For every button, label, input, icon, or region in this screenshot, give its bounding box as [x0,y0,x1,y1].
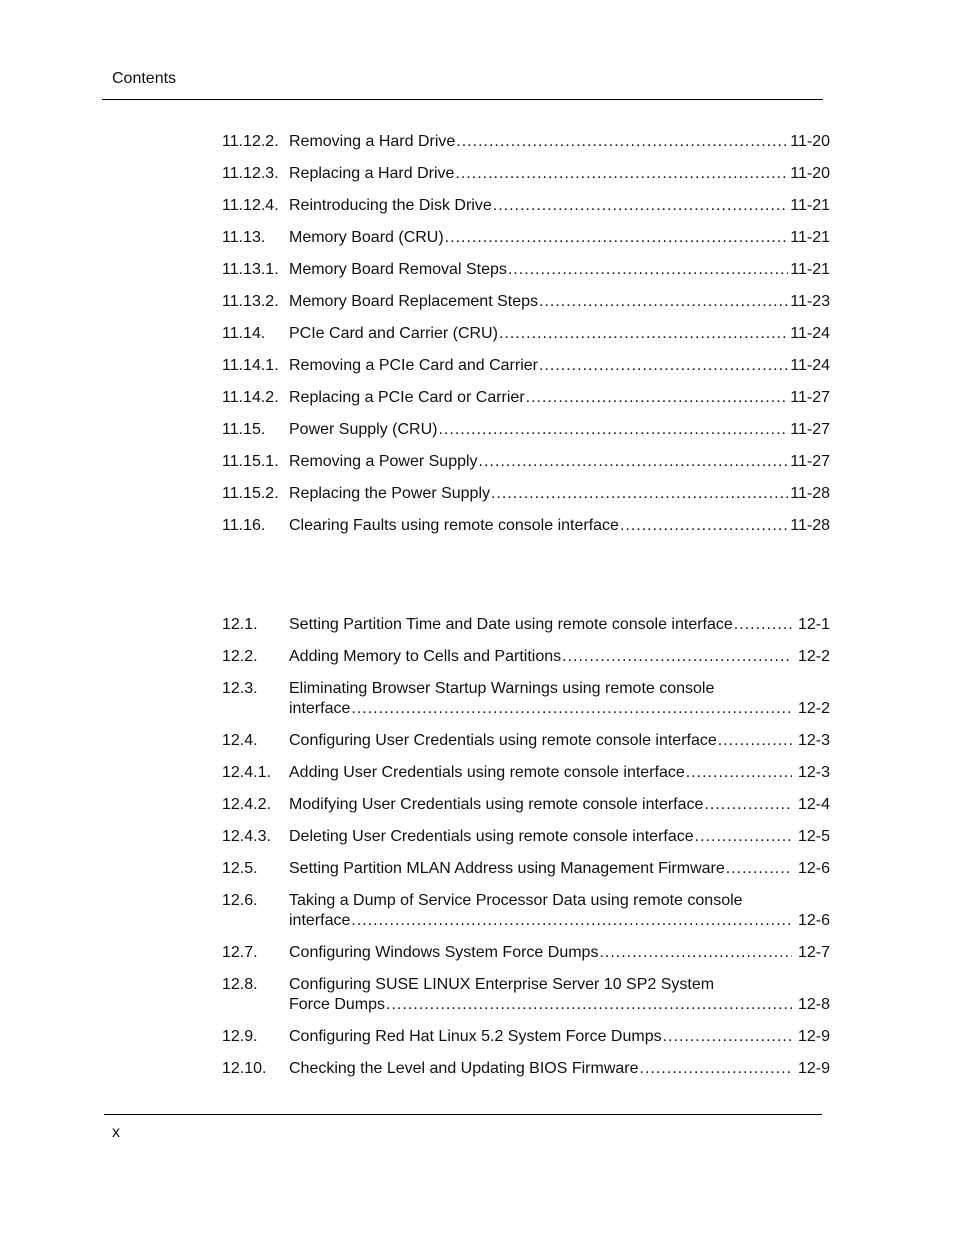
toc-entry-number: 12.4.2. [222,796,271,813]
toc-entry-number: 12.4.1. [222,764,271,781]
toc-entry-title: Configuring User Credentials using remote console interface [289,732,717,749]
toc-entry-page: 11-24 [790,357,830,374]
dot-leader [445,228,789,248]
toc-entry-number: 12.2. [222,648,258,665]
toc-entry-line [289,420,830,440]
toc-entry[interactable] [222,164,830,184]
toc-entry-line [289,324,830,344]
toc-entry-title: Force Dumps [289,996,386,1013]
toc-entry-title: Memory Board Removal Steps [289,261,507,278]
toc-entry-number: 11.13.1. [222,261,279,278]
toc-entry[interactable] [222,196,830,216]
toc-entry[interactable] [222,1059,830,1079]
toc-entry-line [289,795,830,815]
toc-entry-number: 11.16. [222,517,266,534]
toc-entry-number: 12.4. [222,732,258,749]
toc-entry-title: Adding Memory to Cells and Partitions [289,648,562,665]
toc-entry-line [289,615,830,635]
toc-entry-title: Replacing a PCIe Card or Carrier [289,389,525,406]
toc-entry-page: 12-3 [797,732,830,749]
toc-entry[interactable] [222,1027,830,1047]
dot-leader [456,132,788,152]
toc-entry-page: 11-27 [790,389,830,406]
toc-entry[interactable] [222,228,830,248]
toc-entry-page: 11-24 [790,325,830,342]
toc-entry[interactable] [222,484,830,504]
toc-entry-line [289,260,830,280]
toc-entry-page: 11-23 [790,293,830,310]
toc-entry[interactable] [222,324,830,344]
toc-entry-line [289,943,830,963]
toc-entry-page: 11-28 [790,485,830,502]
page-number: x [112,1124,120,1141]
toc-entry-number: 11.14.1. [222,357,279,374]
toc-entry-number: 12.1. [222,616,258,633]
toc-entry[interactable] [222,975,830,1015]
dot-leader [493,196,789,216]
toc-entry-title: Checking the Level and Updating BIOS Firmware [289,1060,639,1077]
toc-entry-page: 12-1 [797,616,830,633]
toc-entry-page: 12-6 [797,860,830,877]
toc-entry[interactable] [222,647,830,667]
dot-leader [479,452,789,472]
toc-entry-number: 11.12.2. [222,133,279,150]
toc-entry-line [289,164,830,184]
toc-entry-title: PCIe Card and Carrier (CRU) [289,325,498,342]
toc-entry-number: 12.7. [222,944,258,961]
toc-entry-page: 12-7 [797,944,830,961]
toc-entry-number: 12.6. [222,892,258,909]
toc-entry-number: 11.15.2. [222,485,279,502]
header-divider [102,99,823,100]
toc-entry-line [289,388,830,408]
toc-entry-title: Setting Partition MLAN Address using Management Firmware [289,860,725,877]
toc-entry[interactable] [222,260,830,280]
toc-entry-line [289,995,830,1015]
toc-entry-line [289,356,830,376]
toc-entry-title-first-line: Configuring SUSE LINUX Enterprise Server 10 SP2 System [289,976,715,993]
toc-entry-line [289,859,830,879]
dot-leader [455,164,788,184]
toc-entry[interactable] [222,388,830,408]
toc-entry-page: 12-4 [797,796,830,813]
dot-leader [726,859,792,879]
toc-entry-number: 12.8. [222,976,258,993]
dot-leader [351,911,792,931]
dot-leader [539,356,788,376]
toc-entry[interactable] [222,292,830,312]
dot-leader [539,292,788,312]
toc-entry-page: 12-3 [797,764,830,781]
toc-entry-title: Reintroducing the Disk Drive [289,197,492,214]
toc-entry[interactable] [222,795,830,815]
toc-entry-page: 11-27 [790,421,830,438]
toc-entry-line [289,647,830,667]
dot-leader [351,699,792,719]
dot-leader [704,795,792,815]
toc-entry-title: Configuring Windows System Force Dumps [289,944,599,961]
toc-entry[interactable] [222,763,830,783]
toc-entry-page: 12-8 [797,996,830,1013]
toc-entry-page: 11-21 [790,197,830,214]
toc-entry-page: 12-5 [797,828,830,845]
toc-section-12 [222,615,830,1091]
footer-divider [104,1114,822,1115]
toc-entry-line [289,484,830,504]
toc-entry-number: 12.9. [222,1028,258,1045]
toc-entry-line [289,196,830,216]
toc-entry-number: 12.5. [222,860,258,877]
dot-leader [438,420,788,440]
toc-entry-line [289,731,830,751]
toc-entry[interactable] [222,827,830,847]
dot-leader [562,647,792,667]
dot-leader [695,827,792,847]
toc-entry-title: Deleting User Credentials using remote console interface [289,828,694,845]
toc-entry[interactable] [222,356,830,376]
dot-leader [599,943,792,963]
toc-entry-page: 12-2 [797,700,830,717]
toc-entry[interactable] [222,452,830,472]
dot-leader [386,995,792,1015]
toc-section-11 [222,132,830,548]
toc-entry-page: 11-21 [790,261,830,278]
toc-entry-title: Memory Board (CRU) [289,229,444,246]
toc-entry-number: 11.15. [222,421,266,438]
toc-entry-page: 11-27 [790,453,830,470]
toc-entry[interactable] [222,891,830,931]
page-header-title: Contents [112,70,177,87]
toc-entry[interactable] [222,943,830,963]
toc-entry-title: Modifying User Credentials using remote console interface [289,796,704,813]
dot-leader [526,388,789,408]
toc-entry-title-first-line: Taking a Dump of Service Processor Data using remote console [289,892,743,909]
toc-entry-page: 12-9 [797,1028,830,1045]
toc-entry-line [289,132,830,152]
toc-entry-title: Memory Board Replacement Steps [289,293,538,310]
toc-entry-title: Power Supply (CRU) [289,421,438,438]
dot-leader [499,324,788,344]
toc-entry-page: 11-20 [790,133,830,150]
toc-entry-number: 12.10. [222,1060,267,1077]
toc-entry-title-first-line: Eliminating Browser Startup Warnings using remote console [289,680,715,697]
toc-entry-title: Setting Partition Time and Date using remote console interface [289,616,733,633]
toc-entry-page: 11-20 [790,165,830,182]
toc-entry[interactable] [222,516,830,536]
toc-entry-line [289,292,830,312]
toc-entry-page: 12-6 [797,912,830,929]
dot-leader [508,260,788,280]
dot-leader [491,484,788,504]
dot-leader [734,615,792,635]
toc-entry-page: 11-28 [790,517,830,534]
toc-entry-page: 12-2 [797,648,830,665]
dot-leader [640,1059,792,1079]
toc-entry-number: 12.3. [222,680,258,697]
toc-entry-title: Configuring Red Hat Linux 5.2 System Force Dumps [289,1028,662,1045]
toc-entry-line [289,452,830,472]
toc-entry[interactable] [222,132,830,152]
toc-entry-line [289,1027,830,1047]
dot-leader [718,731,792,751]
toc-entry[interactable] [222,859,830,879]
toc-entry-page: 11-21 [790,229,830,246]
toc-entry-title: Removing a Power Supply [289,453,478,470]
toc-entry-number: 11.15.1. [222,453,279,470]
toc-entry-line [289,911,830,931]
toc-entry-title: Clearing Faults using remote console interface [289,517,619,534]
toc-entry-title: Removing a Hard Drive [289,133,456,150]
toc-entry-line [289,763,830,783]
toc-entry-line [289,827,830,847]
toc-entry-title: Replacing a Hard Drive [289,165,455,182]
toc-entry[interactable] [222,615,830,635]
toc-entry-number: 11.13. [222,229,266,246]
toc-entry-number: 11.13.2. [222,293,279,310]
toc-entry-title: Removing a PCIe Card and Carrier [289,357,538,374]
toc-entry-title: Replacing the Power Supply [289,485,491,502]
dot-leader [620,516,788,536]
toc-entry-line [289,1059,830,1079]
toc-entry[interactable] [222,679,830,719]
toc-entry-number: 12.4.3. [222,828,271,845]
toc-entry-title: Adding User Credentials using remote console interface [289,764,685,781]
toc-entry-number: 11.12.4. [222,197,279,214]
dot-leader [686,763,792,783]
toc-entry-number: 11.14. [222,325,266,342]
toc-entry-line [289,516,830,536]
toc-entry-page: 12-9 [797,1060,830,1077]
toc-entry-line [289,699,830,719]
toc-entry-line [289,228,830,248]
toc-entry-number: 11.12.3. [222,165,279,182]
toc-entry-number: 11.14.2. [222,389,279,406]
dot-leader [663,1027,792,1047]
toc-entry-title: interface [289,700,351,717]
toc-entry[interactable] [222,731,830,751]
toc-entry[interactable] [222,420,830,440]
toc-entry-title: interface [289,912,351,929]
